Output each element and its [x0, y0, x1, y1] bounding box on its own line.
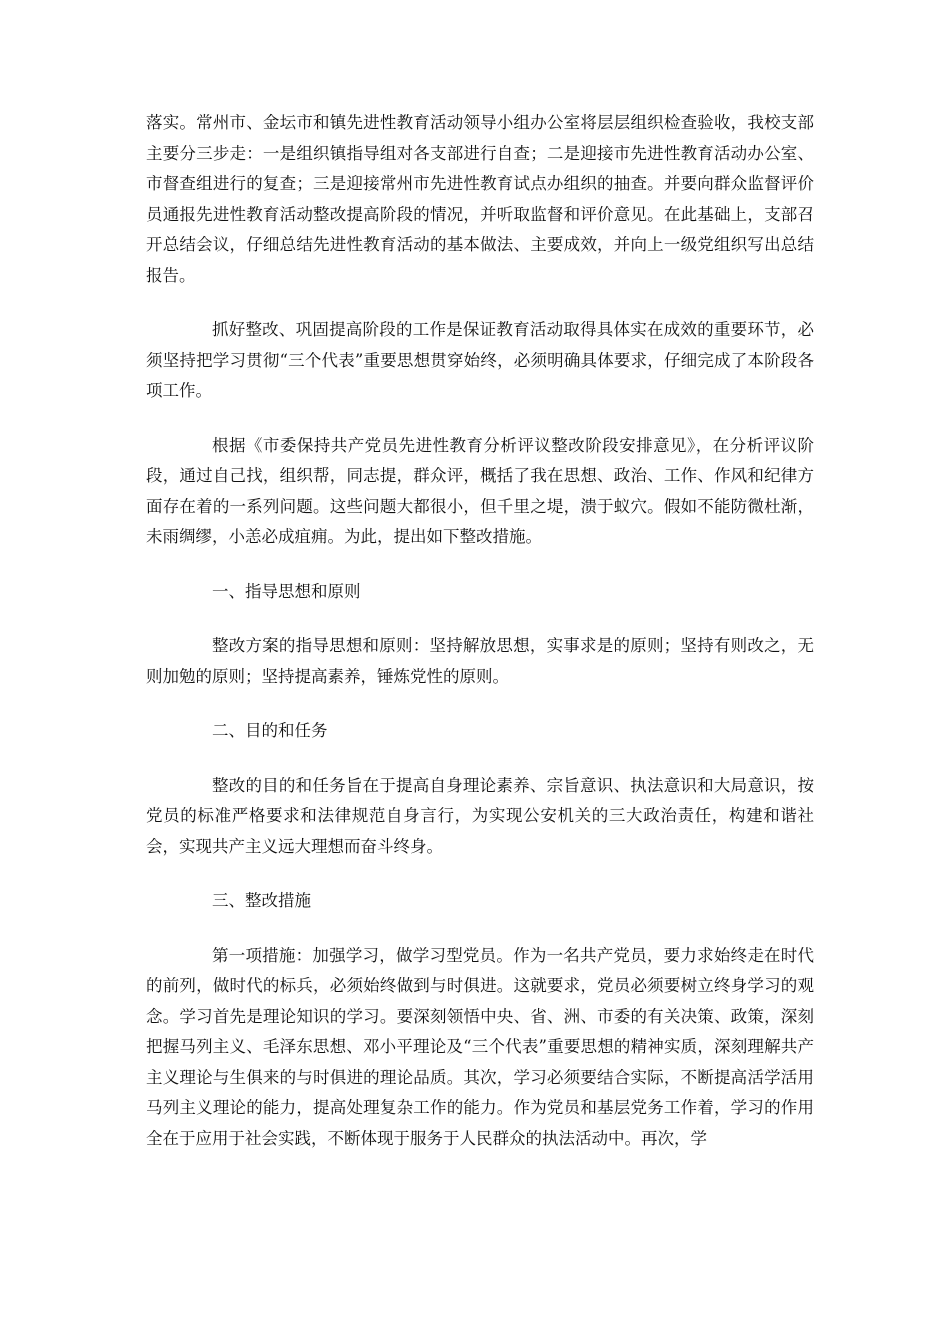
paragraph-according-to-opinion: 根据《市委保持共产党员先进性教育分析评议整改阶段安排意见》，在分析评议阶段，通过自己找，组织帮，同志提，群众评，概括了我在思想、政治、工作、作风和纪律方面存在着的一系列问题。这些问题大都很小，但千里之堤，溃于蚁穴。假如不能防微杜渐，未雨绸缪，小恙必成疽痈。为此，提出如下整改措施。 [146, 435, 814, 546]
section-heading-guiding-principles: 一、指导思想和原则 [212, 581, 361, 601]
section-body-measures: 第一项措施：加强学习，做学习型党员。作为一名共产党员，要力求始终走在时代的前列，做时代的标兵，必须始终做到与时俱进。这就要求，党员必须要树立终身学习的观念。学习首先是理论知识的学习。要深刻领悟中央、省、洲、市委的有关决策、政策，深刻把握马列主义、毛泽东思想、邓小平理论及“三个代表”重要思想的精神实质，深刻理解共产主义理论与生俱来的与时俱进的理论品质。其次，学习必须要结合实际，不断提高活学活用马列主义理论的能力，提高处理复杂工作的能力。作为党员和基层党务工作着，学习的作用全在于应用于社会实践，不断体现于服务于人民群众的执法活动中。再次，学 [146, 945, 814, 1148]
document-body [146, 108, 814, 1178]
section-heading-goals-tasks: 二、目的和任务 [212, 721, 328, 740]
section-body-goals-tasks: 整改的目的和任务旨在于提高自身理论素养、宗旨意识、执法意识和大局意识，按党员的标准严格要求和法律规范自身言行，为实现公安机关的三大政治责任，构建和谐社会，实现共产主义远大理想而奋斗终身。 [146, 775, 814, 856]
section-body-guiding-principles: 整改方案的指导思想和原则：坚持解放思想，实事求是的原则；坚持有则改之，无则加勉的原则；坚持提高素养，锤炼党性的原则。 [146, 636, 814, 686]
section-heading-measures: 三、整改措施 [212, 891, 311, 910]
paragraph-rectification-stage: 抓好整改、巩固提高阶段的工作是保证教育活动取得具体实在成效的重要环节，必须坚持把学习贯彻“三个代表”重要思想贯穿始终，必须明确具体要求，仔细完成了本阶段各项工作。 [146, 320, 814, 400]
paragraph-continuation: 落实。常州市、金坛市和镇先进性教育活动领导小组办公室将层层组织检查验收，我校支部主要分三步走：一是组织镇指导组对各支部进行自查；二是迎接市先进性教育活动办公室、市督查组进行的复查；三是迎接常州市先进性教育试点办组织的抽查。并要向群众监督评价员通报先进性教育活动整改提高阶段的情况，并听取监督和评价意见。在此基础上，支部召开总结会议，仔细总结先进性教育活动的基本做法、主要成效，并向上一级党组织写出总结报告。 [146, 113, 814, 285]
